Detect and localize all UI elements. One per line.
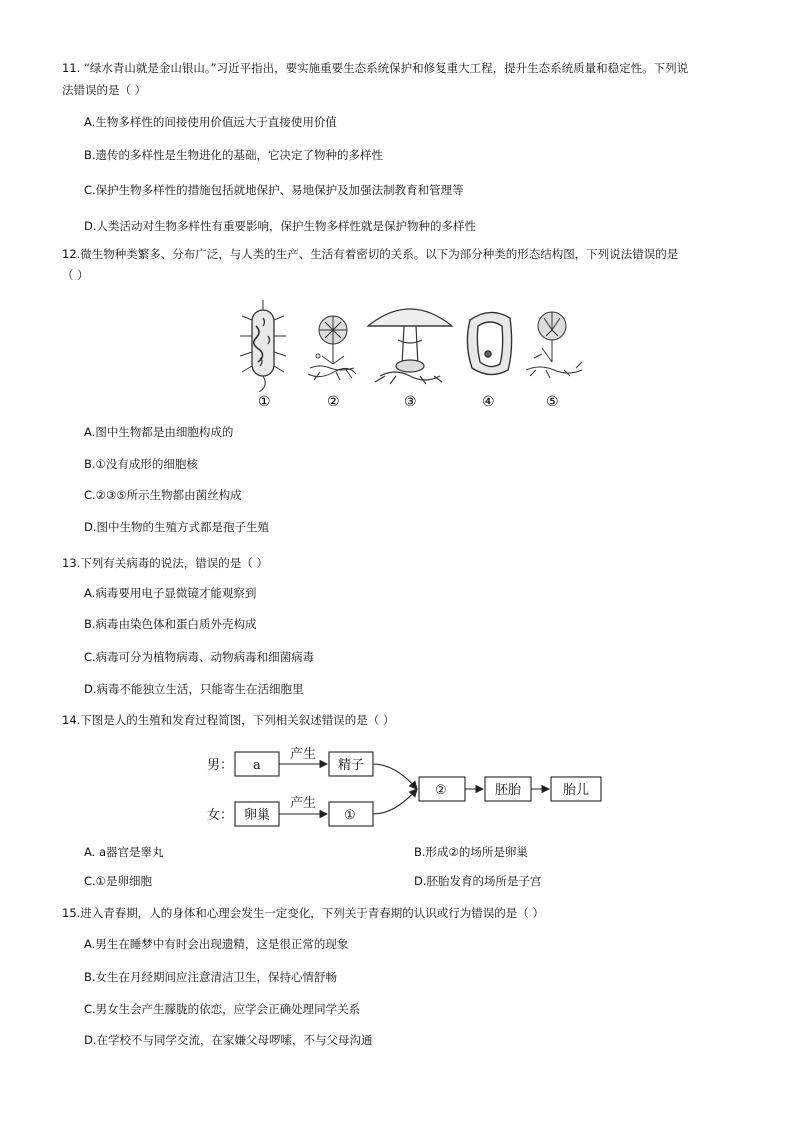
figure-label-3: ③ [404, 394, 417, 410]
figure-label-5: ⑤ [546, 394, 559, 410]
box-sperm-text: 精子 [338, 758, 365, 773]
question-11-option-c: C.保护生物多样性的措施包括就地保护、易地保护及加强法制教育和管理等 [84, 183, 464, 197]
mold-illustration [308, 316, 356, 380]
question-15-option-a: A.男生在睡梦中有时会出现遗精，这是很正常的现象 [84, 937, 349, 951]
question-12-option-a: A.图中生物都是由细胞构成的 [84, 425, 234, 439]
female-label: 女： [207, 808, 234, 823]
question-11-stem-line-1: 11. “绿水青山就是金山银山。”习近平指出，要实施重要生态系统保护和修复重大工程，提升生态系统质量和稳定性。下列说 [62, 61, 689, 75]
male-label: 男： [207, 758, 234, 773]
arrow-1-2 [373, 789, 417, 814]
question-11-option-a: A.生物多样性的间接使用价值远大于直接使用价值 [84, 115, 337, 129]
question-14-stem: 14.下图是人的生殖和发育过程简图，下列相关叙述错误的是（ ） [62, 713, 395, 727]
bacterium-illustration [240, 300, 286, 392]
question-14-option-b: B.形成②的场所是卵巢 [414, 845, 528, 859]
penicillium-illustration [526, 312, 582, 378]
arrow-label-top: 产生 [290, 747, 317, 762]
question-15-option-d: D.在学校不与同学交流，在家嫌父母啰嗦，不与父母沟通 [84, 1033, 373, 1047]
question-13-option-b: B.病毒由染色体和蛋白质外壳构成 [84, 617, 257, 631]
question-13-option-c: C.病毒可分为植物病毒、动物病毒和细菌病毒 [84, 650, 315, 664]
question-15-option-c: C.男女生会产生朦胧的依恋，应学会正确处理同学关系 [84, 1002, 361, 1016]
question-12-stem-line-1: 12.微生物种类繁多、分布广泛，与人类的生产、生活有着密切的关系。以下为部分种类的形态结构图，下列说法错误的是 [62, 247, 679, 261]
question-15-stem: 15.进入青春期，人的身体和心理会发生一定变化，下列关于青春期的认识或行为错误的是（ ） [62, 906, 544, 920]
box-ovary-text: 卵巢 [244, 808, 271, 823]
question-14-option-a: A. a器官是睾丸 [84, 845, 164, 859]
mushroom-illustration [368, 309, 452, 384]
question-12-option-c: C.②③⑤所示生物都由菌丝构成 [84, 488, 242, 502]
question-14-option-c: C.①是卵细胞 [84, 874, 152, 888]
figure-label-2: ② [327, 394, 340, 410]
figure-label-1: ① [258, 394, 271, 410]
box-a-text: a [253, 758, 261, 773]
yeast-illustration [467, 312, 511, 374]
question-12-option-b: B.①没有成形的细胞核 [84, 457, 198, 471]
box-2-text: ② [435, 783, 447, 798]
box-1-text: ① [344, 808, 356, 823]
figure-label-4: ④ [482, 394, 495, 410]
question-11-stem-line-2: 法错误的是（ ） [62, 83, 147, 97]
question-12-stem-line-2: （ ） [62, 268, 89, 282]
box-fetus-text: 胎儿 [563, 783, 590, 798]
question-12-option-d: D.图中生物的生殖方式都是孢子生殖 [84, 520, 270, 534]
microorganism-figure [230, 296, 590, 412]
question-13-stem: 13.下列有关病毒的说法，错误的是（ ） [62, 556, 268, 570]
reproduction-diagram [205, 740, 615, 836]
question-15-option-b: B.女生在月经期间应注意清洁卫生，保持心情舒畅 [84, 970, 338, 984]
question-14-option-d: D.胚胎发育的场所是子宫 [414, 874, 542, 888]
question-11-option-b: B.遗传的多样性是生物进化的基础，它决定了物种的多样性 [84, 148, 384, 162]
arrow-sperm-2 [373, 764, 417, 789]
question-13-option-a: A.病毒要用电子显微镜才能观察到 [84, 586, 257, 600]
box-embryo-text: 胚胎 [495, 783, 522, 798]
arrow-label-bottom: 产生 [290, 796, 317, 811]
question-11-option-d: D.人类活动对生物多样性有重要影响，保护生物多样性就是保护物种的多样性 [84, 219, 477, 233]
question-13-option-d: D.病毒不能独立生活，只能寄生在活细胞里 [84, 682, 304, 696]
